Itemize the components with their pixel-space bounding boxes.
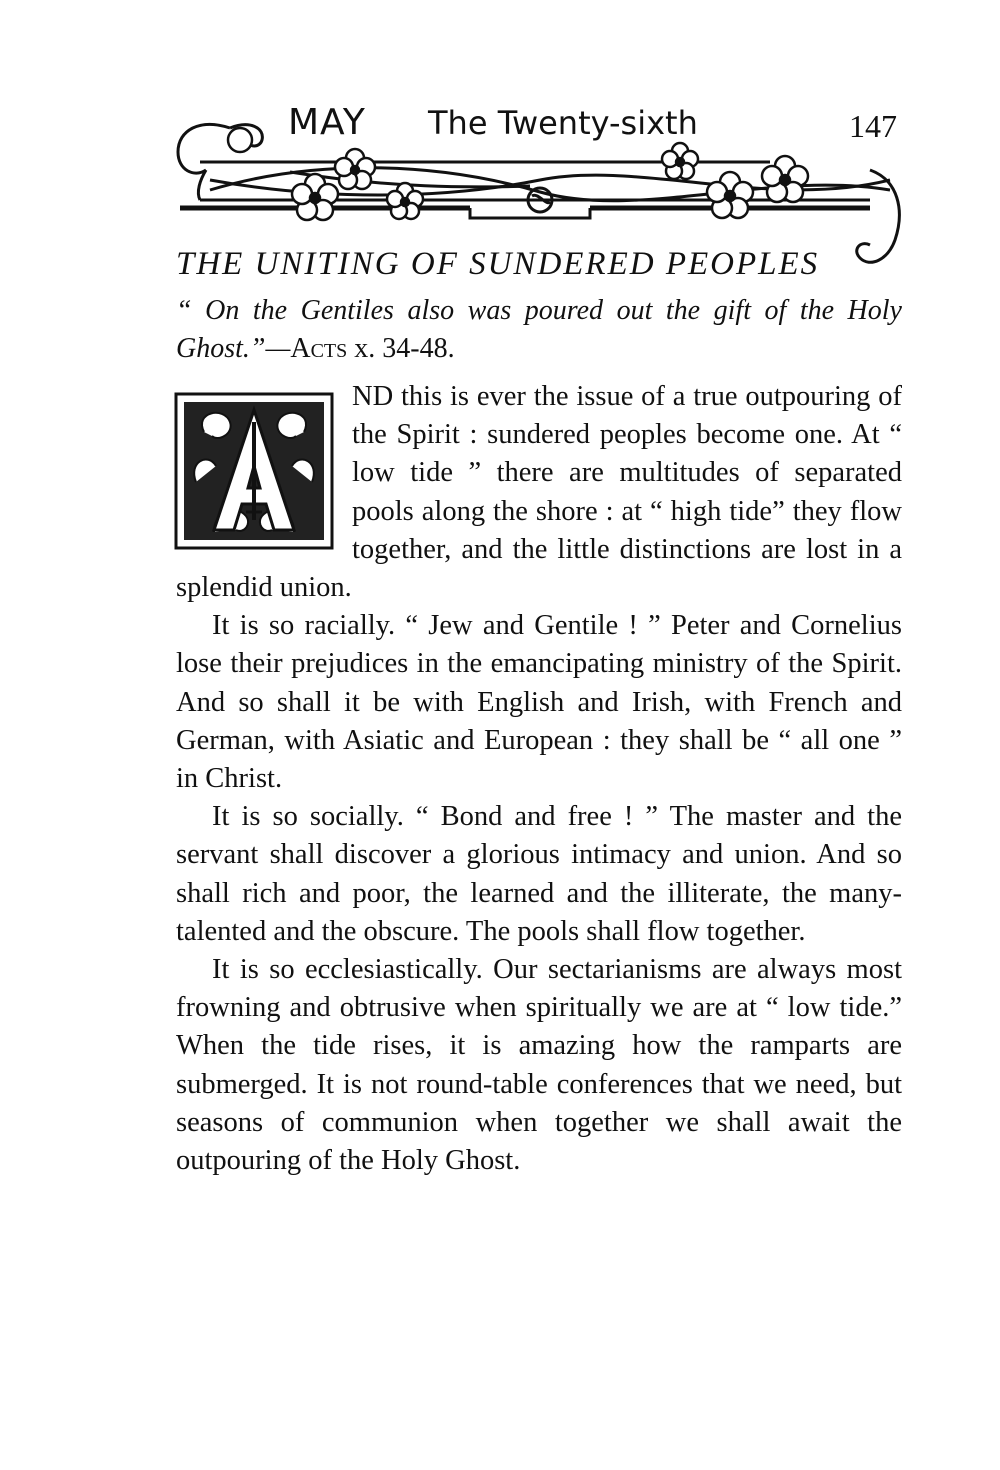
paragraph-3: It is so socially. “ Bond and free ! ” The master and the servant shall discover a glorious intimacy and union. And so shall rich and poor, the learned and the illiterate, the many-talented and the obscure. The pools shall flow together.: [176, 801, 902, 947]
epigraph-reference-verse: x. 34-48.: [347, 333, 455, 364]
article-body: [176, 378, 902, 1180]
paragraph-2: It is so racially. “ Jew and Gentile ! ” Peter and Cornelius lose their prejudices in the emancipating ministry of the Spirit. And so shall it be with English and Irish, with French and German, with Asiatic and European : they shall be “ all one ” in Christ.: [176, 610, 902, 795]
chapter-title: THE UNITING OF SUNDERED PEOPLES: [176, 246, 820, 282]
dropcap-rest: ND: [352, 381, 394, 412]
paragraph-4: It is so ecclesiastically. Our sectarianisms are always most frowning and obtrusive when spiritually we are at “ low tide.” When the tide rises, it is amazing how the ramparts are submerged. It is not round-table conferences that we need, but seasons of communion when together we shall await the outpouring of the Holy Ghost.: [176, 954, 902, 1177]
epigraph-quote: “ On the Gentiles also was poured out the gift of the Holy Ghost.”—: [176, 295, 902, 364]
paragraph-1: [176, 378, 902, 607]
page-number: 147: [849, 108, 897, 144]
epigraph: [176, 292, 902, 368]
header-day-label: The Twenty-sixth: [428, 104, 698, 142]
paragraph-1-text: this is ever the issue of a true outpouring of the Spirit : sundered peoples become one. At “ low tide ” there are multitudes of separated pools along the shore : at “ high tide” they flow together, and the little distinctions are lost in a splendid union.: [176, 381, 902, 604]
header-month: MAY: [288, 102, 366, 143]
epigraph-reference-book: Acts: [290, 333, 348, 364]
